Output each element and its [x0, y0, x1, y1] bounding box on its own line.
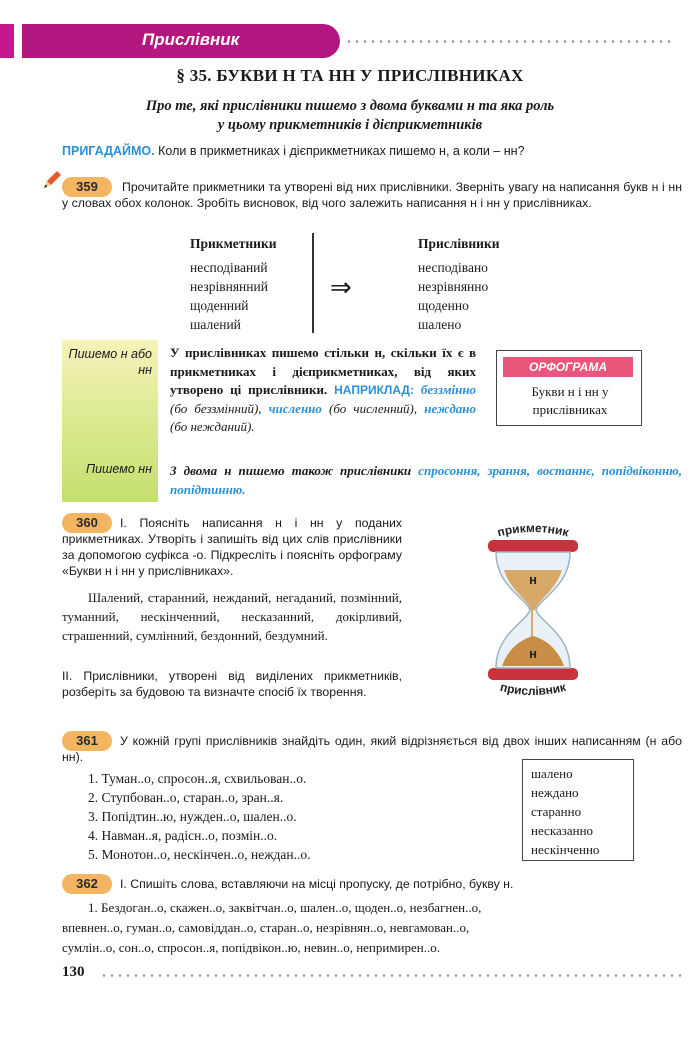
- exercise-359-number: 359: [62, 177, 112, 197]
- example-3-note: (бо нежданий).: [170, 419, 255, 434]
- adverb-item: шалено: [418, 317, 462, 332]
- exercise-362-line: сумлін..о, сон..о, спросон..я, попідвікон..ю, невин..о, непримирен..о.: [62, 940, 440, 955]
- rule-sidebar: [62, 340, 158, 502]
- exercise-360-words: Шалений, старанний, нежданий, негаданий, позмінний, туманний, нескінченний, несказанний, докірливий, страшенний, сумлінний, бездонний, бездумний.: [62, 590, 402, 643]
- adjectives-header: Прикметники: [190, 236, 277, 251]
- hourglass-top-label: прикметник: [495, 520, 571, 540]
- recall-label: ПРИГАДАЙМО.: [62, 144, 155, 158]
- pencil-icon: [40, 168, 64, 192]
- example-2: численно: [268, 400, 322, 416]
- orthogram-title: ОРФОГРАМА: [503, 357, 633, 377]
- recall-text: Коли в прикметниках і дієприкметниках пишемо н, а коли – нн?: [158, 144, 525, 158]
- exercise-362-number: 362: [62, 874, 112, 894]
- rule-p2: З двома н пишемо також прислівники: [170, 463, 412, 478]
- exercise-361-item: 3. Попідтин..ю, нужден..о, шален..о.: [88, 809, 297, 824]
- header-dotted-line: [345, 40, 675, 43]
- section-header: [0, 24, 700, 58]
- rule-p1: У прислівниках пишемо стільки н, скільки їх є в прикметниках і дієприкметниках, від яких утворено ці прислівники.: [170, 345, 476, 397]
- adjective-item: шалений: [190, 317, 241, 332]
- arrow-icon: ⇒: [330, 272, 352, 302]
- exercise-360-task: І. Поясніть написання н і нн у поданих прикметниках. Утворіть і запишіть від цих слів прислівники за допомогою суфікса -о. Підкресліть і поясніть орфограму «Букви н і нн у прислівниках».: [62, 516, 402, 578]
- orthogram-body: Букви н і нн у прислівниках: [531, 384, 609, 417]
- rule-p2-words: спросоння, зрання, востаннє, попідвіконню, попідтинню.: [170, 463, 682, 497]
- exercise-361-box: [522, 759, 634, 861]
- hourglass-illustration: [458, 514, 608, 710]
- adverb-item: несподівано: [418, 260, 488, 275]
- hourglass-bottom-letter: н: [529, 646, 537, 661]
- subtitle-line2: у цьому прикметників і дієприкметників: [217, 117, 483, 133]
- adjective-item: щоденний: [190, 298, 249, 313]
- rule-text-1: [170, 344, 476, 437]
- example-3: нежданo: [424, 400, 476, 416]
- exercise-362-line: впевнен..о, гуман..о, самовіддан..о, старан..о, незрівнян..о, невгамован..о,: [62, 920, 470, 935]
- rule-side-label-2: Пишемо нн: [86, 462, 152, 476]
- rule-text-2: [170, 462, 682, 499]
- header-left-bar: [0, 24, 14, 58]
- example-1: беззмінно: [420, 382, 477, 397]
- footer-dotted-line: [100, 974, 682, 977]
- hourglass-top-letter: н: [529, 572, 537, 587]
- example-label: НАПРИКЛАД:: [334, 383, 414, 397]
- adjective-item: несподіваний: [190, 260, 268, 275]
- orthogram-box: [496, 350, 642, 426]
- box-word: шалено: [531, 766, 573, 781]
- subtitle-line1: Про те, які прислівники пишемо з двома буквами н та яка роль: [145, 98, 555, 114]
- adverbs-header: Прислівники: [418, 236, 500, 251]
- exercise-360-task2: ІІ. Прислівники, утворені від виділених прикметників, розберіть за будовою та визначте спосіб їх творення.: [62, 669, 402, 699]
- box-word: несказанно: [531, 823, 594, 838]
- page-subtitle: [70, 97, 630, 135]
- exercise-361-text: У кожній групі прислівників знайдіть один, який відрізняється від двох інших написанням (н або нн).: [62, 734, 682, 764]
- exercise-360-number: 360: [62, 513, 112, 533]
- table-divider: [312, 233, 314, 333]
- exercise-361-item: 2. Ступбован..о, старан..о, зран..я.: [88, 790, 284, 805]
- hourglass-bottom-label: прислівник: [498, 679, 568, 699]
- rule-side-label-1: Пишемо н або нн: [68, 347, 152, 377]
- adverbs-list: [418, 258, 488, 334]
- exercise-361-items: [88, 769, 311, 864]
- example-2-note: (бо численний),: [329, 400, 418, 416]
- section-tab: [22, 24, 340, 58]
- exercise-362-line: 1. Бездоган..о, скажен..о, заквітчан..о, шален..о, щоден..о, незбагнен..о,: [88, 900, 482, 915]
- exercise-361-item: 5. Монотон..о, нескінчен..о, неждан..о.: [88, 847, 311, 862]
- page-number: 130: [62, 964, 85, 980]
- box-word: старанно: [531, 804, 582, 819]
- box-word: нескінченно: [531, 842, 600, 857]
- page-title: § 35. БУКВИ Н ТА НН У ПРИСЛІВНИКАХ: [176, 66, 524, 85]
- adjective-item: незрівнянний: [190, 279, 268, 294]
- exercise-362-text: І. Спишіть слова, вставляючи на місці пропуску, де потрібно, букву н.: [120, 877, 514, 891]
- box-word: нежданo: [531, 785, 579, 800]
- exercise-361-number: 361: [62, 731, 112, 751]
- adverb-item: щоденно: [418, 298, 469, 313]
- exercise-359-text: Прочитайте прикметники та утворені від них прислівники. Зверніть увагу на написання букв н і нн у словах обох колонок. Зробіть висновок, від чого залежить написання н і нн у прислівниках.: [62, 180, 682, 210]
- recall-prompt: [62, 144, 682, 158]
- adjectives-list: [190, 258, 268, 334]
- exercise-361-item: 1. Туман..о, спросон..я, схвильован..о.: [88, 771, 307, 786]
- exercise-361-item: 4. Навман..я, радісн..о, позмін..о.: [88, 828, 278, 843]
- adverb-item: незрівнянно: [418, 279, 489, 294]
- section-label: Прислівник: [142, 30, 240, 49]
- example-1-note: (бо беззмінний),: [170, 400, 262, 416]
- exercise-362-words: [62, 898, 682, 958]
